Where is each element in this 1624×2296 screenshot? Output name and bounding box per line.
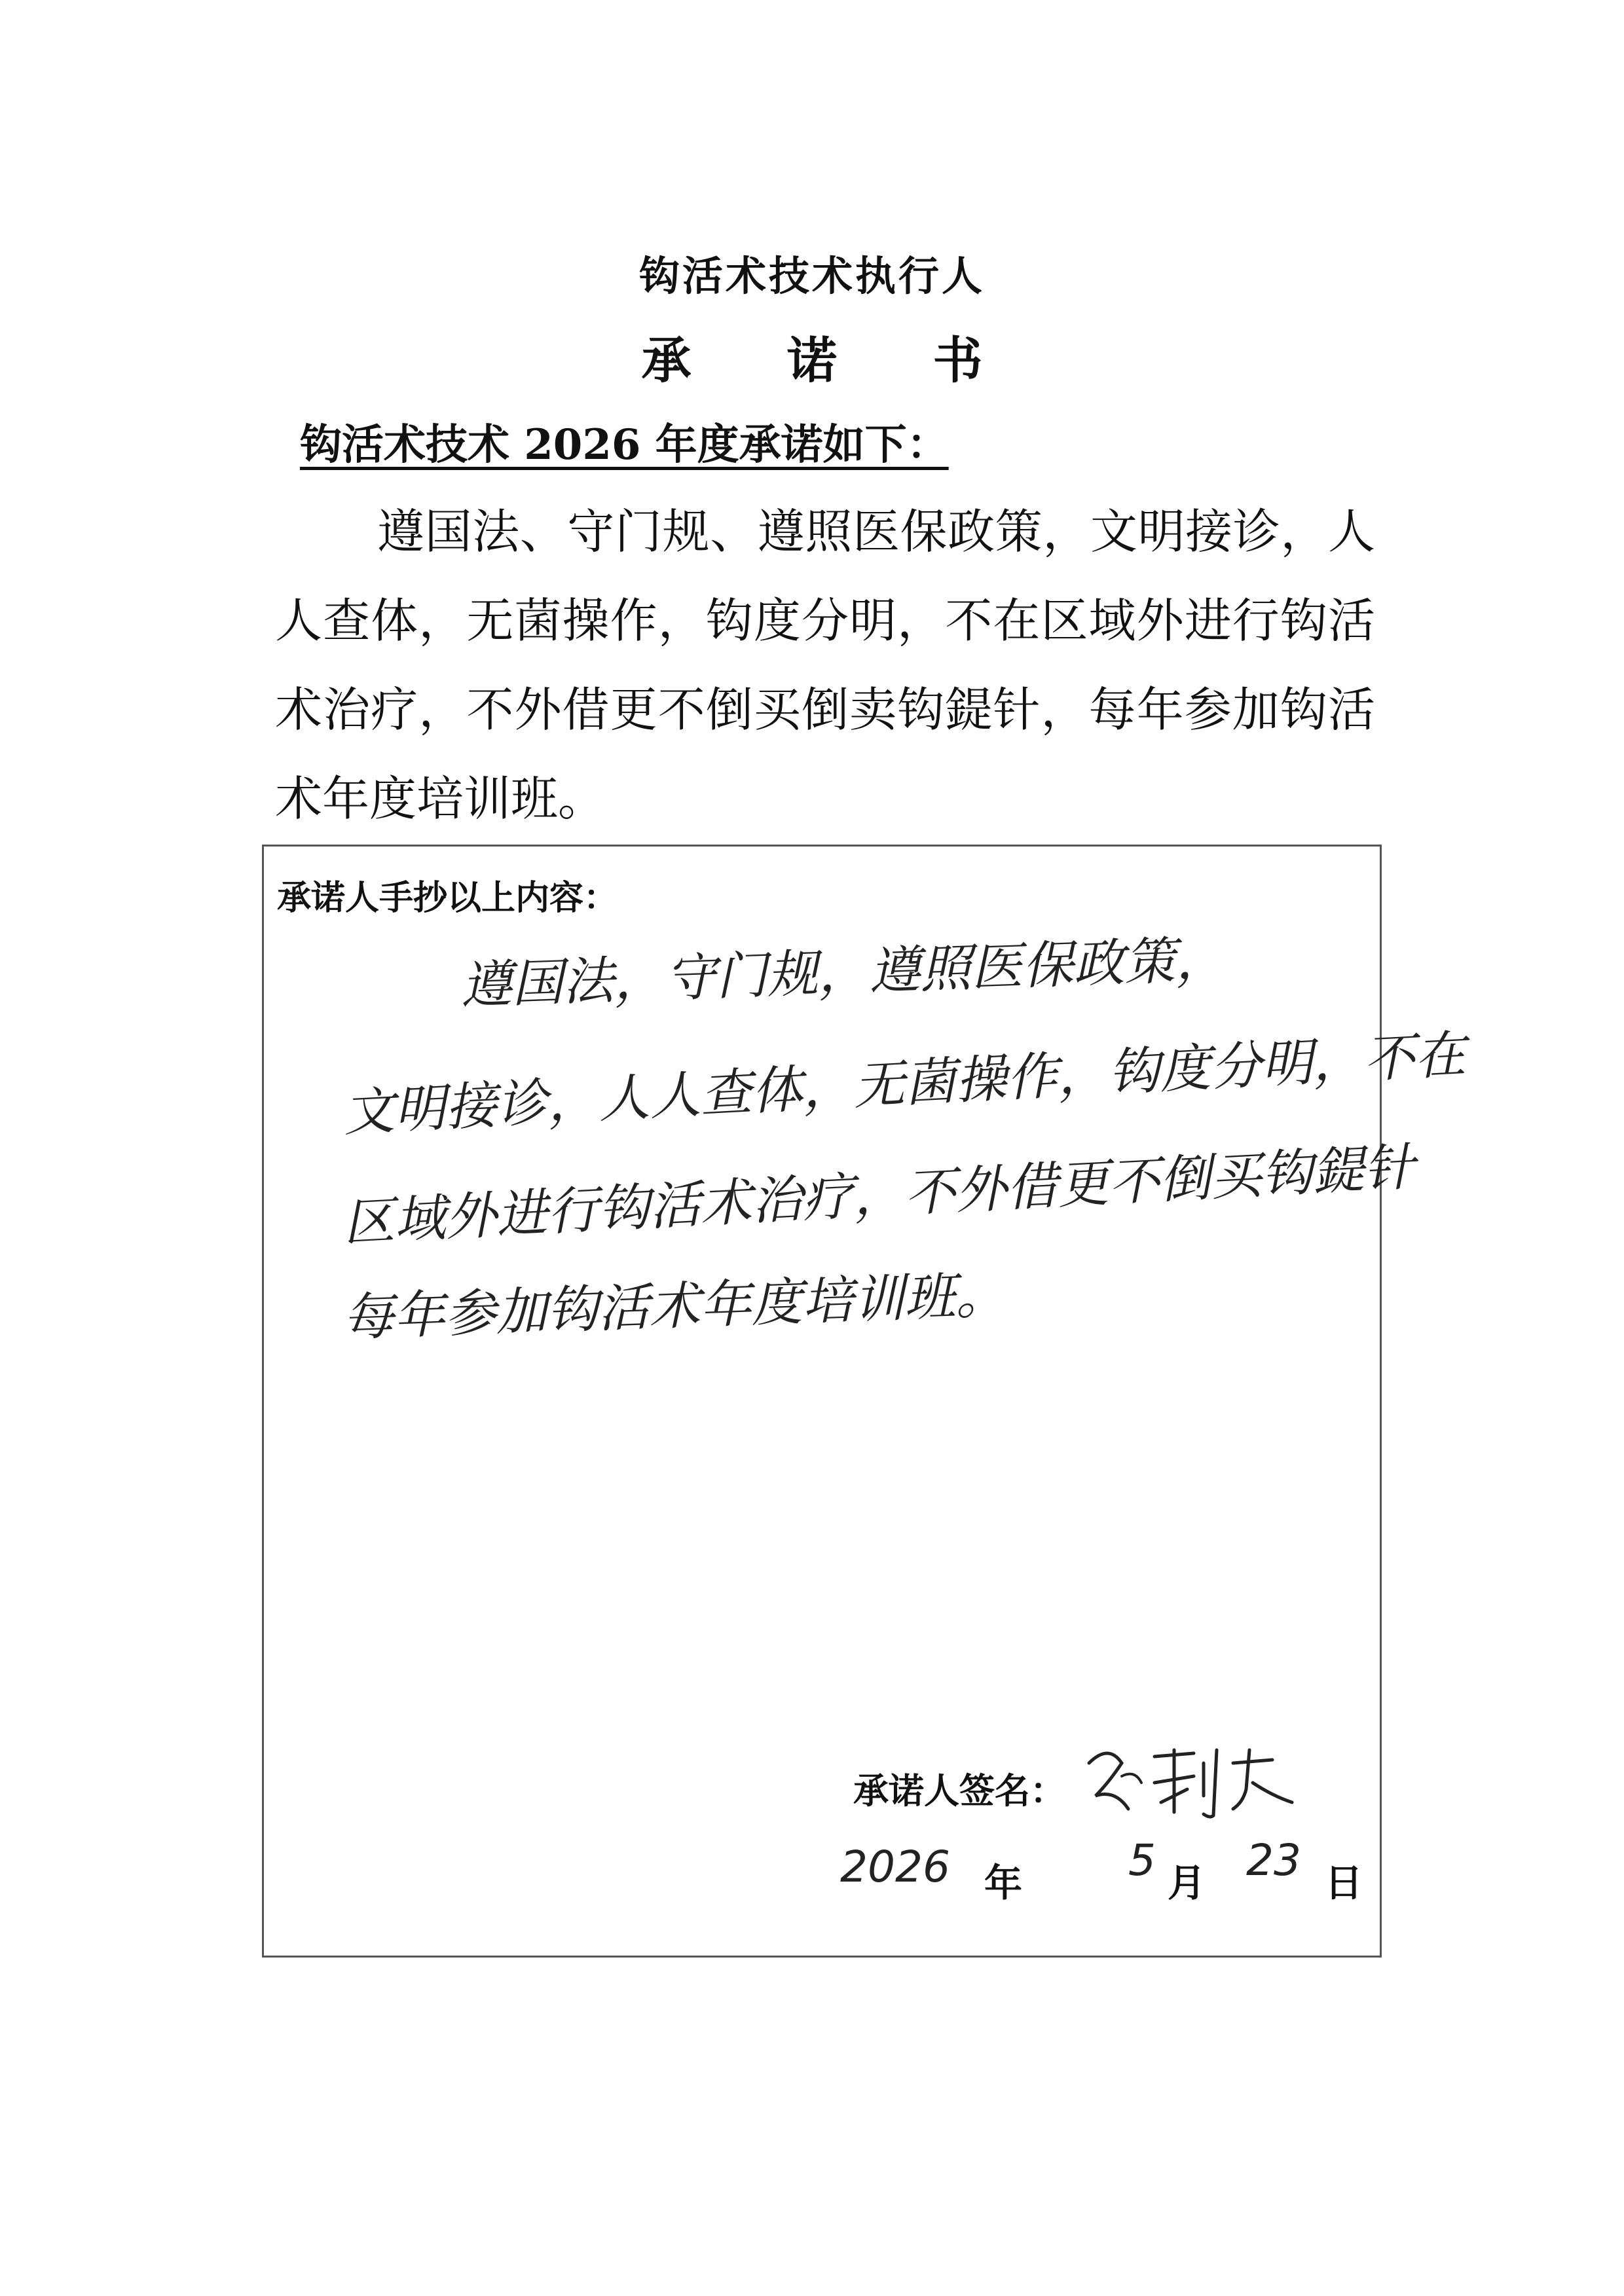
handwritten-line: 每年参加钩活术年度培训班。 [341,1266,1008,1348]
subtitle-char: 诺 [787,331,837,390]
handwritten-signature [1082,1737,1305,1822]
date-year: 2026 [840,1842,950,1892]
commitment-text: 遵国法、守门规、遵照医保政策，文明接诊，人人查体，无菌操作，钩度分明，不在区域外进行钩活术治疗，不外借更不倒买倒卖钩鍉针，每年参加钩活术年度培训班。 [275,504,1375,826]
year-label: 年 [984,1861,1023,1905]
signature-label: 承诺人签名： [853,1770,1065,1812]
section-heading: 钩活术技术 2026 年度承诺如下： [300,420,949,469]
handcopy-label: 承诺人手抄以上内容： [277,878,618,918]
day-label: 日 [1325,1861,1363,1905]
handcopy-box [262,845,1467,1958]
document-title: 钩活术技术执行人 [638,252,985,300]
date-day: 23 [1246,1835,1301,1886]
subtitle-char: 书 [932,331,983,390]
month-label: 月 [1168,1861,1206,1905]
handwritten-line: 文明接诊，人人查体，无菌操作，钩度分明，不在 [342,1025,1467,1143]
date-month: 5 [1128,1835,1156,1886]
handwritten-line: 区域外进行钩活术治疗，不外借更不倒买钩鍉针 [342,1138,1416,1253]
handwritten-line: 遵国法，守门规，遵照医保政策， [460,930,1228,1016]
subtitle-char: 承 [641,331,692,390]
date-row [840,1835,1364,1920]
document-subtitle [0,321,1624,392]
